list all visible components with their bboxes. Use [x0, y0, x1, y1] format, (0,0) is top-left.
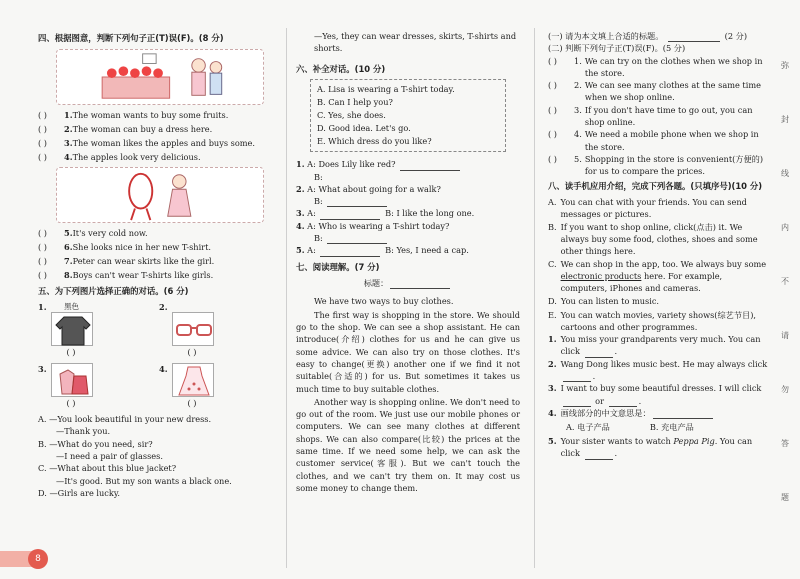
- column-divider: [534, 28, 535, 568]
- q-line-a: A:: [307, 245, 316, 256]
- s4-item-5: [38, 227, 280, 241]
- s8-app-e: [548, 309, 770, 334]
- item-number: 3.: [574, 104, 582, 115]
- question-text: (二) 判断下列句子正(T)误(F)。(5 分): [548, 43, 686, 54]
- margin-char: 答: [781, 439, 789, 448]
- item-text: Boys can't wear T-shirts like girls.: [72, 269, 214, 280]
- q-text: . You can click: [560, 435, 753, 459]
- s5-pic-4: [159, 363, 280, 409]
- s6-options-box: [310, 79, 506, 152]
- item-number: 6.: [64, 241, 73, 252]
- mirror-girl-picture: [56, 167, 264, 223]
- q-number: 5.: [296, 245, 305, 256]
- app-letter: E.: [548, 309, 557, 320]
- q-text: Your sister wants to watch: [560, 435, 674, 446]
- s6-q5: [296, 244, 520, 256]
- seal-line-margin: [776, 60, 794, 546]
- mirror-girl-illustration: [57, 168, 263, 222]
- dialog-letter: B.: [38, 438, 47, 449]
- option-item: A. Lisa is wearing a T-shirt today.: [317, 84, 455, 95]
- answer-blank[interactable]: [320, 248, 380, 257]
- answer-paren[interactable]: ( ): [38, 269, 47, 280]
- answer-blank[interactable]: [585, 451, 613, 460]
- s5-picture-grid: [38, 301, 280, 409]
- app-text: You can chat with your friends. You can send messages or pictures.: [560, 197, 747, 220]
- item-number: 5.: [574, 153, 582, 164]
- margin-char: 封: [781, 115, 789, 124]
- dialog-line: —It's good. But my son wants a black one.: [56, 475, 232, 486]
- q-line-b: B:: [314, 171, 323, 182]
- q-number: 1.: [548, 334, 557, 345]
- q-line-a: A: What about going for a walk?: [307, 183, 441, 194]
- q-text: I want to buy some beautiful dresses. I will click: [560, 383, 762, 394]
- s6-q4: [296, 220, 520, 245]
- dialog-line-continued: —Yes, they can wear dresses, skirts, T-shirts and shorts.: [314, 31, 517, 54]
- answer-paren[interactable]: ( ): [548, 80, 557, 91]
- dialog-letter: C.: [38, 463, 47, 474]
- s8-q5: [548, 435, 770, 460]
- s8-q2: [548, 358, 770, 383]
- q-number: 3.: [296, 208, 305, 219]
- jacket-icon: [51, 312, 93, 346]
- column-middle: [296, 30, 520, 495]
- s7-tf-5: [548, 153, 770, 178]
- app-letter: B.: [548, 221, 557, 232]
- item-text: The woman can buy a dress here.: [72, 123, 213, 134]
- s4-item-4: [38, 151, 280, 165]
- s4-item-3: [38, 137, 280, 151]
- margin-char: 请: [781, 331, 789, 340]
- margin-char: 不: [781, 277, 789, 286]
- q-tail: .: [614, 448, 618, 459]
- item-text: We can see many clothes at the same time when we shop online.: [584, 80, 761, 103]
- app-text: here. For example, computers, iPhones and cameras.: [560, 270, 723, 294]
- question-text: (一) 请为本文填上合适的标题。: [548, 31, 664, 41]
- glasses-icon: [172, 312, 214, 346]
- item-text: We need a mobile phone when we shop in the store.: [584, 129, 759, 152]
- fruit-shop-illustration: [57, 50, 263, 104]
- s4-item-7: [38, 255, 280, 269]
- answer-paren[interactable]: ( ): [38, 123, 47, 134]
- answer-blank[interactable]: [609, 398, 637, 407]
- margin-char: 题: [781, 493, 789, 502]
- s7-heading-line: [296, 277, 520, 289]
- item-number: 7.: [64, 255, 73, 266]
- dialog-line: —What about this blue jacket?: [49, 463, 177, 474]
- s8-q1: [548, 333, 770, 358]
- app-letter: C.: [548, 258, 557, 269]
- s6-q3: [296, 207, 520, 219]
- s4-item-2: [38, 123, 280, 137]
- q-text: You miss your grandparents very much. You can click: [560, 334, 761, 357]
- s8-app-a: [548, 196, 770, 221]
- column-right: [548, 30, 770, 460]
- margin-char: 弥: [781, 61, 789, 70]
- item-text: The woman likes the apples and buys some.: [72, 137, 255, 148]
- s5-pic-3: [38, 363, 159, 409]
- s7-tf-2: [548, 79, 770, 104]
- s7-tf-1: [548, 55, 770, 80]
- q-tail: .: [614, 346, 618, 357]
- answer-paren[interactable]: ( ): [548, 55, 557, 66]
- s5-dialog-a: [38, 413, 280, 438]
- heading-label: 标题：: [363, 278, 389, 289]
- item-number: 4.: [574, 129, 582, 140]
- s6-q2: [296, 183, 520, 208]
- underlined-phrase: electronic products: [560, 270, 642, 281]
- q-number: 3.: [548, 383, 557, 394]
- pic-number: 2.: [159, 302, 168, 313]
- section8-title: 八、读手机应用介绍，完成下列各题。(只填序号)(10 分): [548, 180, 763, 191]
- q-number: 4.: [548, 407, 557, 418]
- option-item: D. Good idea. Let's go.: [317, 123, 411, 134]
- app-text: We can shop in the app, too. We always buy some: [560, 258, 767, 269]
- item-text: We can try on the clothes when we shop in the store.: [584, 55, 763, 78]
- item-number: 5.: [64, 227, 73, 238]
- item-text: Peter can wear skirts like the girl.: [72, 255, 215, 266]
- s7-q1: [548, 30, 770, 42]
- dialog-line: —What do you need, sir?: [49, 438, 153, 449]
- answer-paren[interactable]: ( ): [38, 109, 47, 120]
- s5-dialog-c: [38, 462, 280, 487]
- q-number: 5.: [548, 435, 557, 446]
- answer-blank[interactable]: [327, 198, 387, 207]
- page-number: 8: [28, 549, 48, 569]
- q-line-a: A: Does Lily like red?: [307, 159, 396, 170]
- section6-title: 六、补全对话。(10 分): [296, 63, 386, 74]
- item-number: 2.: [574, 80, 582, 91]
- answer-paren[interactable]: ( ): [38, 137, 47, 148]
- answer-paren[interactable]: ( ): [548, 104, 557, 115]
- dialog-letter: A.: [38, 414, 47, 425]
- s5-pic-1: [38, 301, 159, 359]
- score-label: (2 分): [724, 31, 748, 41]
- answer-paren[interactable]: ( ): [66, 347, 76, 358]
- item-number: 8.: [64, 269, 73, 280]
- item-number: 4.: [64, 151, 73, 162]
- answer-paren[interactable]: ( ): [548, 129, 557, 140]
- q-text: Wang Dong likes music best. He may always click: [560, 358, 768, 369]
- item-text: If you don't have time to go out, you can shop online.: [584, 104, 753, 128]
- margin-char: 内: [781, 223, 789, 232]
- s8-q3: [548, 382, 770, 407]
- margin-char: 勿: [781, 385, 789, 394]
- q-line-b: B: I like the long one.: [385, 208, 475, 219]
- s8-app-b: [548, 221, 770, 258]
- item-text: The apples look very delicious.: [72, 151, 201, 162]
- dialog-line: —I need a pair of glasses.: [56, 450, 163, 461]
- dress-icon: [172, 363, 214, 397]
- answer-paren[interactable]: ( ): [38, 151, 47, 162]
- section7-title: 七、阅读理解。(7 分): [296, 261, 380, 272]
- answer-blank[interactable]: [327, 235, 387, 244]
- q-tail: .: [638, 395, 642, 406]
- option-item: C. Yes, she does.: [317, 110, 386, 121]
- q4-option: B. 充电产品: [649, 421, 694, 432]
- q-mid: or: [595, 395, 605, 406]
- s4-item-1: [38, 109, 280, 123]
- q-number: 4.: [296, 220, 305, 231]
- item-number: 2.: [64, 123, 73, 134]
- title-blank[interactable]: [390, 280, 450, 289]
- s4-item-8: [38, 269, 280, 283]
- option-item: B. Can I help you?: [317, 97, 393, 108]
- reading-paragraph: The first way is shopping in the store. We should go to the shop. We can see a shop assistant. He can introduce(介绍) clothes for us and he can give us some advice. We can also try on those clothes. It's easy to change(更换) another one if we find it not suitable(合适的) for us. But sometimes it takes us much time to buy suitable clothes.: [296, 309, 520, 394]
- column-left: [38, 30, 280, 499]
- answer-blank[interactable]: [400, 162, 460, 171]
- item-text: Shopping in the store is convenient(方便的) for us to compare the prices.: [584, 153, 764, 177]
- answer-paren[interactable]: ( ): [66, 397, 76, 408]
- section5-title: 五、为下列图片选择正确的对话。(6 分): [38, 285, 189, 296]
- item-text: It's very cold now.: [72, 227, 148, 238]
- answer-paren[interactable]: ( ): [38, 255, 47, 266]
- pic-number: 3.: [38, 363, 47, 374]
- answer-paren[interactable]: ( ): [187, 397, 197, 408]
- app-text: You can watch movies, variety shows(综艺节目), cartoons and other programmes.: [560, 309, 757, 332]
- s5-dialog-b: [38, 438, 280, 463]
- s7-tf-4: [548, 128, 770, 153]
- app-letter: D.: [548, 295, 557, 306]
- item-number: 3.: [64, 137, 73, 148]
- q-line-b: B:: [314, 196, 323, 207]
- fruit-shop-picture: [56, 49, 264, 105]
- margin-char: 线: [781, 169, 789, 178]
- dialog-line: —You look beautiful in your new dress.: [49, 414, 212, 425]
- app-letter: A.: [548, 197, 557, 208]
- q-line-a: A:: [307, 208, 316, 219]
- answer-paren[interactable]: ( ): [187, 347, 197, 358]
- q-number: 2.: [548, 358, 557, 369]
- column-divider: [286, 28, 287, 568]
- clothes-pile-icon: [51, 363, 93, 397]
- s7-tf-3: [548, 104, 770, 129]
- option-item: E. Which dress do you like?: [317, 136, 432, 147]
- item-text: She looks nice in her new T-shirt.: [72, 241, 211, 252]
- answer-paren[interactable]: ( ): [38, 241, 47, 252]
- s5-dialog-d: [38, 487, 280, 499]
- answer-paren[interactable]: ( ): [38, 227, 47, 238]
- s8-q4-options: [548, 421, 770, 435]
- item-number: 1.: [64, 109, 73, 120]
- show-title: Peppa Pig: [673, 435, 715, 446]
- s5-pic-2: [159, 301, 280, 359]
- q4-option: A. 电子产品: [566, 421, 610, 432]
- section4-title: 四、根据图意，判断下列句子正(T)误(F)。(8 分): [38, 33, 224, 43]
- q-text: 画线部分的中文意思是：: [560, 407, 651, 418]
- dialog-letter: D.: [38, 487, 47, 498]
- dialog-line: —Girls are lucky.: [49, 487, 120, 498]
- answer-blank[interactable]: [563, 398, 591, 407]
- pic-number: 1.: [38, 302, 47, 313]
- q-tail: .: [592, 371, 596, 382]
- app-text: If you want to shop online, click(点击) it. We always buy some food, clothes, shoes and some other things here.: [560, 221, 758, 257]
- reading-paragraph: Another way is shopping online. We don't need to go out of the room. We just use our mobile phones or computers. We can see many clothes at different shops. We can also compare(比较) the prices at the same time. If we need some help, we can ask the customer service(客服). But we can't touch the clothes, and we can't try them on. It may cost us some money to change them.: [296, 396, 520, 493]
- answer-blank[interactable]: [585, 349, 613, 358]
- answer-blank[interactable]: [563, 373, 591, 382]
- dialog-line: —Thank you.: [56, 426, 111, 437]
- q-line-a: A: Who is wearing a T-shirt today?: [307, 220, 450, 231]
- answer-blank[interactable]: [668, 33, 720, 42]
- s8-app-c: [548, 258, 770, 295]
- s6-q1: [296, 158, 520, 183]
- s4-item-6: [38, 241, 280, 255]
- reading-paragraph: We have two ways to buy clothes.: [314, 296, 454, 307]
- s8-q4: [548, 407, 770, 421]
- q-number: 1.: [296, 159, 305, 170]
- answer-blank[interactable]: [653, 410, 713, 419]
- pic-label: [172, 301, 214, 312]
- item-text: The woman wants to buy some fruits.: [72, 109, 229, 120]
- s8-app-d: [548, 295, 770, 309]
- answer-paren[interactable]: ( ): [548, 153, 557, 164]
- pic-number: 4.: [159, 363, 168, 374]
- answer-blank[interactable]: [320, 211, 380, 220]
- pic-label: 黑色: [64, 302, 80, 312]
- app-text: You can listen to music.: [560, 295, 660, 306]
- q-number: 2.: [296, 183, 305, 194]
- item-number: 1.: [574, 55, 582, 66]
- q-line-b: B:: [314, 232, 323, 243]
- q-line-b: B: Yes, I need a cap.: [385, 245, 469, 256]
